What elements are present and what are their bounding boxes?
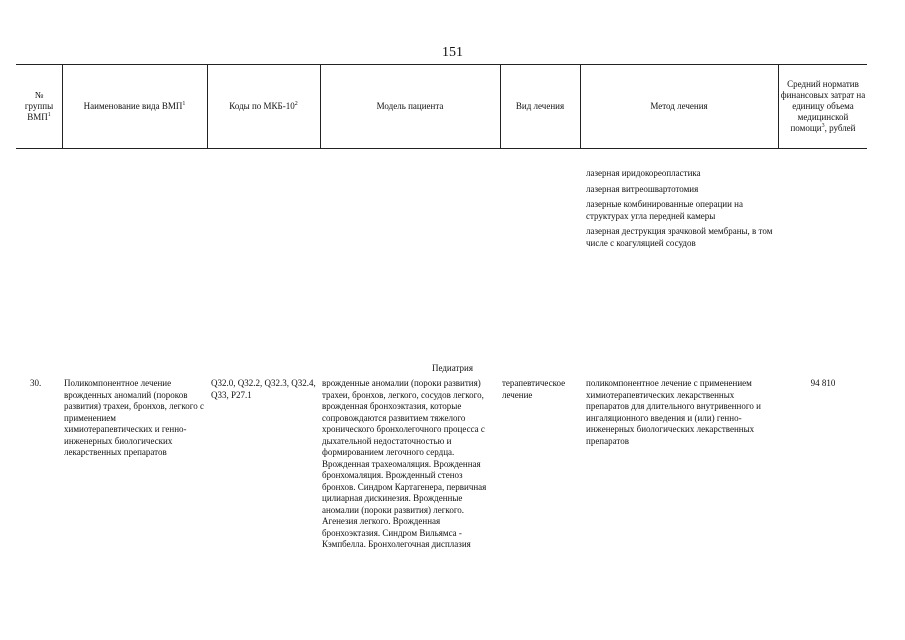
footnote-mark: 1 — [182, 100, 186, 107]
continued-methods — [586, 168, 778, 253]
header-group-number — [16, 64, 62, 148]
header-group-number-line2: группы — [24, 100, 54, 111]
header-group-number-line1: № — [34, 89, 44, 100]
method-item: лазерная витреошвартотомия — [586, 183, 699, 194]
footnote-mark: 1 — [47, 111, 51, 118]
footnote-mark: 3 — [821, 122, 825, 129]
footnote-mark: 2 — [294, 100, 298, 107]
header-vmp-name — [62, 64, 207, 148]
row-vmp-name: Поликомпонентное лечение врожденных аномалий (пороков развития) трахеи, бронхов, легкого с применением химиотерапевтических и генно-инженерных биологических лекарственных препаратов — [64, 378, 204, 457]
header-icd-codes — [207, 64, 320, 148]
header-treatment-method-text: Метод лечения — [650, 100, 708, 111]
row-average-cost: 94 810 — [810, 378, 836, 388]
header-average-cost-unit: , рублей — [824, 122, 856, 133]
method-item: лазерные комбинированные операции на структурах угла передней камеры — [586, 199, 743, 221]
section-title: Педиатрия — [431, 363, 474, 373]
header-icd-codes-text: Коды по МКБ-10 — [229, 100, 295, 111]
header-treatment-method — [580, 64, 778, 148]
header-group-number-line3: ВМП — [27, 111, 48, 122]
header-average-cost-text: Средний норматив финансовых затрат на единицу объема медицинской помощи — [780, 78, 866, 133]
method-item: лазерная деструкция зрачковой мембраны, в том числе с коагуляцией сосудов — [586, 226, 773, 248]
page-number: 151 — [442, 45, 463, 60]
row-number: 30. — [30, 378, 42, 388]
header-bottom-rule — [16, 148, 867, 149]
header-treatment-type-text: Вид лечения — [515, 100, 565, 111]
row-icd-codes: Q32.0, Q32.2, Q32.3, Q32.4, Q33, P27.1 — [211, 378, 316, 400]
row-treatment-method: поликомпонентное лечение с применением химиотерапевтических лекарственных препаратов для длительного внутривенного и ингаляционного введения и (или) генно-инженерных биологических лекарственных препаратов — [586, 378, 761, 446]
header-patient-model-text: Модель пациента — [376, 100, 444, 111]
row-treatment-type: терапевтическое лечение — [502, 378, 566, 400]
header-average-cost — [779, 64, 867, 148]
row-patient-model: врожденные аномалии (пороки развития) трахеи, бронхов, легкого, сосудов легкого, врожденная бронхоэктазия, которые сопровождаются развитием тяжелого хронического бронхолегочного процесса с дыхательной недостаточностью и формированием легочного сердца. Врожденная трахеомаляция. Врожденная бронхомаляция. Врожденный стеноз бронхов. Синдром Картагенера, первичная цилиарная дискинезия. Врожденные аномалии (пороки развития) легкого. Агенезия легкого. Врожденная бронхоэктазия. Синдром Вильямса - Кэмпбелла. Бронхолегочная дисплазия — [322, 378, 487, 549]
method-item: лазерная иридокореопластика — [586, 168, 701, 178]
header-treatment-type — [500, 64, 580, 148]
header-patient-model — [320, 64, 500, 148]
header-vmp-name-text: Наименование вида ВМП — [83, 100, 183, 111]
